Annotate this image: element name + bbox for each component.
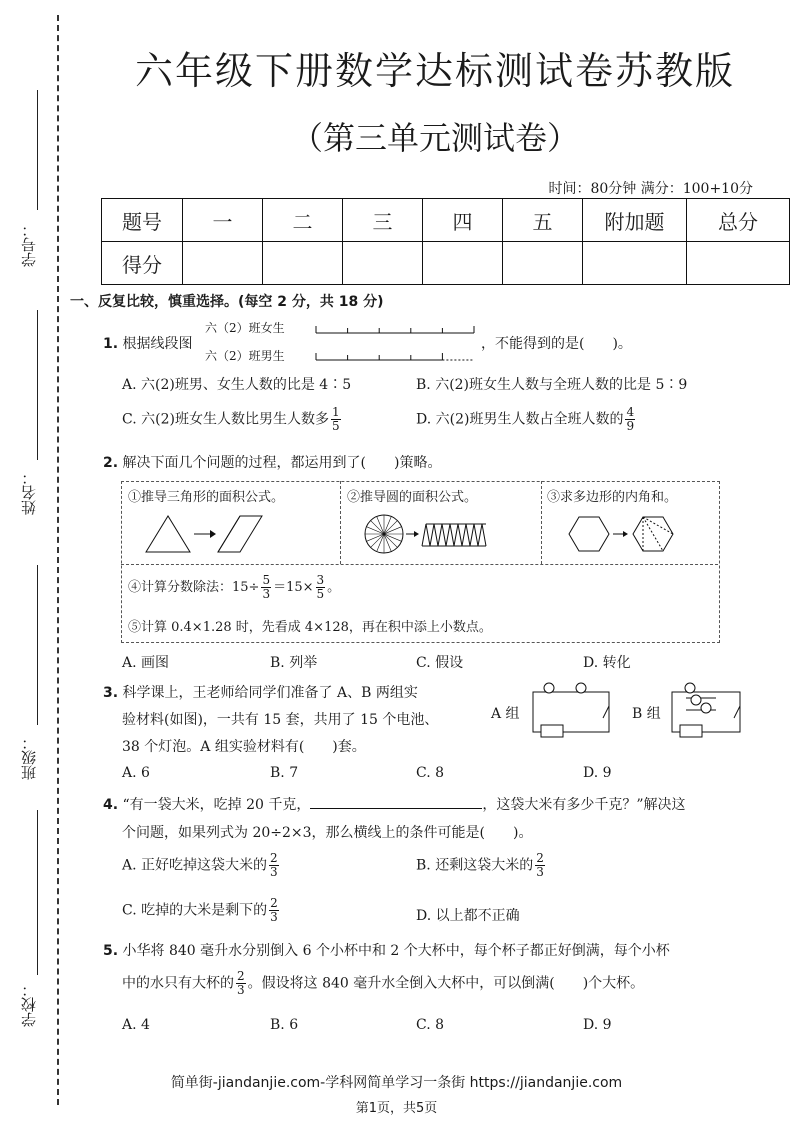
option-text: C. 吃掉的大米是剩下的 xyxy=(122,902,268,919)
option-text: B. 还剩这袋大米的 xyxy=(416,857,534,874)
score-header-cell: 五 xyxy=(503,199,583,242)
section-heading: 一、反复比较，慎重选择。(每空 2 分，共 18 分) xyxy=(70,294,384,310)
score-cell[interactable] xyxy=(503,242,583,285)
question-text: ，这袋大米有多少千克？”解决这 xyxy=(482,797,686,813)
denominator: 3 xyxy=(536,865,544,879)
denominator: 3 xyxy=(262,587,271,601)
question-number: 5. xyxy=(103,943,119,959)
score-header-cell: 三 xyxy=(343,199,423,242)
question-1-tail: ，不能得到的是( )。 xyxy=(481,336,632,352)
score-table-score-row xyxy=(102,242,790,285)
score-header-cell: 四 xyxy=(423,199,503,242)
option-text: D. 六(2)班男生人数占全班人数的 xyxy=(416,411,624,428)
score-cell[interactable] xyxy=(583,242,687,285)
circle-rearrange-figure xyxy=(362,512,490,558)
question-3-line-1 xyxy=(103,680,438,707)
q1-option-d[interactable] xyxy=(416,406,637,433)
question-4-line-2: 个问题，如果列式为 20÷2×3，那么横线上的条件可能是( )。 xyxy=(122,825,533,841)
option-text: C. 六(2)班女生人数比男生人数多 xyxy=(122,411,329,428)
q4-option-b[interactable] xyxy=(416,852,547,879)
question-text: “有一袋大米，吃掉 20 千克， xyxy=(122,797,311,813)
numerator: 2 xyxy=(536,851,544,865)
fraction xyxy=(316,574,326,601)
score-header-cell: 题号 xyxy=(102,199,183,242)
question-number: 2. xyxy=(103,455,119,471)
footer-site: 简单街-jiandanjie.com-学科网简单学习一条街 https://jiandanjie.com xyxy=(170,1075,623,1091)
numerator: 2 xyxy=(270,851,278,865)
q2-option-b[interactable]: B. 列举 xyxy=(270,655,318,671)
q2-option-d[interactable]: D. 转化 xyxy=(583,655,631,671)
student-no-label: 学号： xyxy=(20,222,38,267)
numerator: 3 xyxy=(316,573,325,587)
score-table-header-row xyxy=(102,199,790,242)
box4-text-b: ＝15× xyxy=(273,580,314,595)
strategy-item-3: ③求多边形的内角和。 xyxy=(547,490,678,505)
score-header-cell: 二 xyxy=(263,199,343,242)
group-b-label: B 组 xyxy=(632,706,661,722)
question-number: 3. xyxy=(103,685,119,701)
denominator: 9 xyxy=(626,419,635,433)
q3-option-a[interactable]: A. 6 xyxy=(122,765,150,781)
segment-label-girls: 六（2）班女生 xyxy=(205,321,285,335)
score-header-cell: 总分 xyxy=(687,199,790,242)
q1-option-b[interactable]: B. 六(2)班女生人数与全班人数的比是 5∶9 xyxy=(416,377,688,393)
school-label: 学校： xyxy=(20,982,38,1027)
question-text: 。假设将这 840 毫升水全倒入大杯中，可以倒满( )个大杯。 xyxy=(247,975,645,992)
strategy-item-1: ①推导三角形的面积公式。 xyxy=(128,490,285,505)
q3-option-c[interactable]: C. 8 xyxy=(416,765,445,781)
question-1-lead xyxy=(103,333,193,353)
score-cell[interactable] xyxy=(423,242,503,285)
q2-option-c[interactable]: C. 假设 xyxy=(416,655,464,671)
denominator: 5 xyxy=(331,419,340,433)
strategy-item-4 xyxy=(128,574,340,601)
fraction xyxy=(236,970,246,997)
question-text: 根据线段图 xyxy=(122,336,193,352)
score-table xyxy=(101,198,790,285)
score-row-label: 得分 xyxy=(102,242,183,285)
question-4-line-1 xyxy=(103,794,686,814)
student-no-line xyxy=(37,90,38,210)
question-text: 中的水只有大杯的 xyxy=(122,975,234,992)
group-a-label: A 组 xyxy=(491,706,520,722)
box-divider xyxy=(340,481,341,564)
numerator: 4 xyxy=(626,405,635,419)
fraction xyxy=(535,852,545,879)
triangle-figure xyxy=(140,508,265,556)
circuit-b-figure xyxy=(666,678,746,740)
page-title: 六年级下册数学达标测试卷苏教版 xyxy=(134,49,735,93)
question-2 xyxy=(103,452,441,472)
school-line xyxy=(37,810,38,975)
score-cell[interactable] xyxy=(183,242,263,285)
fraction xyxy=(269,852,279,879)
question-text: 解决下面几个问题的过程，都运用到了( )策略。 xyxy=(122,455,442,471)
q3-option-b[interactable]: B. 7 xyxy=(270,765,299,781)
denominator: 3 xyxy=(270,910,278,924)
segment-label-boys: 六（2）班男生 xyxy=(205,349,285,363)
box-divider xyxy=(541,481,542,564)
score-header-cell: 附加题 xyxy=(583,199,687,242)
score-header-cell: 一 xyxy=(183,199,263,242)
fraction xyxy=(261,574,271,601)
name-line xyxy=(37,310,38,460)
numerator: 2 xyxy=(270,896,278,910)
question-3-line-2: 验材料(如图)，一共有 15 套，共用了 15 个电池、 xyxy=(122,712,439,728)
class-label: 班级： xyxy=(20,735,38,780)
q5-option-a[interactable]: A. 4 xyxy=(122,1017,150,1033)
q5-option-d[interactable]: D. 9 xyxy=(583,1017,612,1033)
score-cell[interactable] xyxy=(343,242,423,285)
page-subtitle: （第三单元测试卷） xyxy=(290,119,579,157)
question-3 xyxy=(103,680,438,761)
q5-option-b[interactable]: B. 6 xyxy=(270,1017,299,1033)
fraction xyxy=(625,406,635,433)
option-text: A. 正好吃掉这袋大米的 xyxy=(122,857,268,874)
box-divider xyxy=(121,564,718,565)
q4-option-d[interactable]: D. 以上都不正确 xyxy=(416,908,520,924)
strategy-item-2: ②推导圆的面积公式。 xyxy=(347,490,478,505)
box4-text-c: 。 xyxy=(327,580,341,595)
q4-option-c[interactable] xyxy=(122,897,281,924)
denominator: 5 xyxy=(316,587,325,601)
question-number: 4. xyxy=(103,797,119,813)
numerator: 5 xyxy=(262,573,271,587)
q1-option-c[interactable] xyxy=(122,406,343,433)
q5-option-c[interactable]: C. 8 xyxy=(416,1017,445,1033)
hexagon-figure xyxy=(565,512,685,558)
question-text: 小华将 840 毫升水分别倒入 6 个小杯中和 2 个大杯中，每个杯子都正好倒满，每个小杯 xyxy=(122,943,670,959)
circuit-a-figure xyxy=(527,678,617,740)
question-number: 1. xyxy=(103,336,119,352)
question-text: 科学课上，王老师给同学们准备了 A、B 两组实 xyxy=(122,685,418,701)
fraction xyxy=(269,897,279,924)
binding-dash-line xyxy=(57,15,59,1105)
page-number: 第1页，共5页 xyxy=(355,1101,438,1116)
time-info: 时间：80分钟 满分：100+10分 xyxy=(548,181,753,197)
strategy-item-5: ⑤计算 0.4×1.28 时，先看成 4×128，再在积中添上小数点。 xyxy=(128,620,492,635)
question-5-line-1 xyxy=(103,940,670,960)
class-line xyxy=(37,565,38,725)
score-cell[interactable] xyxy=(263,242,343,285)
numerator: 2 xyxy=(237,969,245,983)
q1-option-a[interactable]: A. 六(2)班男、女生人数的比是 4∶5 xyxy=(122,377,352,393)
segment-diagram xyxy=(312,320,482,366)
box4-text-a: ④计算分数除法：15÷ xyxy=(128,580,260,595)
question-3-line-3: 38 个灯泡。A 组实验材料有( )套。 xyxy=(122,739,366,755)
numerator: 1 xyxy=(331,405,340,419)
q4-option-a[interactable] xyxy=(122,852,281,879)
answer-blank[interactable] xyxy=(310,808,482,809)
q3-option-d[interactable]: D. 9 xyxy=(583,765,612,781)
name-label: 姓名： xyxy=(20,470,38,515)
question-5-line-2 xyxy=(122,970,644,997)
q2-option-a[interactable]: A. 画图 xyxy=(122,655,170,671)
fraction xyxy=(331,406,341,433)
denominator: 3 xyxy=(270,865,278,879)
score-cell[interactable] xyxy=(687,242,790,285)
denominator: 3 xyxy=(237,983,245,997)
